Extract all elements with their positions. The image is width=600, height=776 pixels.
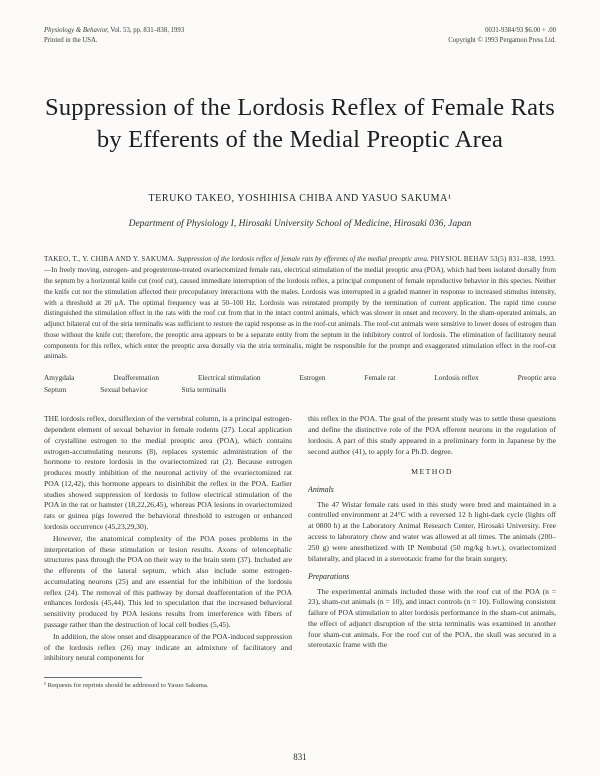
keyword: Female rat — [364, 373, 396, 383]
keyword: Deafferentation — [113, 373, 159, 383]
keyword: Preoptic area — [517, 373, 556, 383]
journal-volume: Vol. 53, pp. 831–838, 1993 — [110, 27, 185, 34]
journal-name: Physiology & Behavior, — [44, 27, 109, 34]
masthead-right — [448, 26, 556, 46]
subsection-heading-animals: Animals — [308, 485, 334, 495]
paragraph: In addition, the slow onset and disappearance of the POA-induced suppression of the lordosis reflex (26) may indicate an admixture of facilitatory and inhibitory neural components for — [44, 631, 292, 663]
keyword: Sexual behavior — [100, 385, 148, 395]
keyword: Estrogen — [299, 373, 326, 383]
abstract-text: In freely moving, estrogen- and progesterone-treated ovariectomized female rats, electrical stimulation of the medial preoptic area (POA), which had been isolated dorsally from the septum by a horizontal knife cut (roof cut), caused immediate interruption of the lordosis reflex, a principal component of female reproductive behavior in this species. Neither the knife cut nor the stimulation affected their precopulatory interactions with the males. Lordosis was interrupted in a graded manner in response to increased stimulus intensity, with a threshold at 20 μA. The optimal frequency was at 50–100 Hz. Lordosis was reinstated promptly by the termination of current application. The rapid time course distinguished the stimulation effect in the rats with the roof cut from that in the intact control animals, which was slower in onset and recovery. In the sham-operated animals, an adjunct bilateral cut of the stria terminalis was sufficient to restore the rapid response as in the roof-cut animals. The roof-cut animals were sensitive to lower doses of estrogen than those without the knife cut; therefore, the preoptic area appears to be a separate entity from the septum in the inhibitory control of lordosis. The elimination of facilitatory neural components for this reflex, which enter the preoptic area dorsally via the stria terminalis, might be responsible for the prompt and exaggerated stimulation effect in the roof-cut animals. — [44, 266, 556, 361]
paragraph: The experimental animals included those with the roof cut of the POA (n = 23), sham-cut animals (n = 10), and intact controls (n = 10). Following consistent failure of POA stimulation to alter lordosis performance in the sham-cut animals, the effect of adjunct disruption of the stria terminalis was examined in another four sham-cut animals. For the roof cut of the POA, the skull was secured in a stereotaxic frame with the — [308, 586, 556, 650]
footnote-block — [44, 677, 292, 691]
keyword: Lordosis reflex — [434, 373, 479, 383]
paragraph: THE lordosis reflex, dorsiflexion of the vertebral column, is a principal estrogen-dependent element of sexual behavior in female rodents (27). Local application of crystalline estrogen to the medial preoptic area (POA), which contains estrogen-accumulating neurons (8), replaces systemic administration of the hormone to restore lordosis in the ovariectomized rat (2). Because estrogen produces mostly inhibition of the neuronal activity of the ovariectomized rat POA (12,42), this hormone appears to disinhibit the reflex in the POA. Earlier studies showed suppression of lordosis to follow electrical stimulation of the POA in the rat or hamster (18,22,26,45), whereas POA lesions in ovariectomized rats or guinea pigs lowered the behavioral threshold to estrogen or enhanced lordosis occurrence (45,23,29,30). — [44, 414, 292, 531]
paper-title: Suppression of the Lordosis Reflex of Female Rats by Efferents of the Medial Preoptic Area — [45, 93, 555, 153]
printed-in: Printed in the USA. — [44, 36, 98, 44]
paragraph: The 47 Wistar female rats used in this study were bred and maintained in a controlled environment at 24°C with a reversed 12 h light-dark cycle (lights off at 0800 h) at the Laboratory Animal Research Center, Hirosaki University. Free access to laboratory chow and water was allowed at all times. The animals (200–250 g) were anesthetized with IP Nembutal (50 mg/kg b.wt.), ovariectomized bilaterally, and placed in a stereotaxic frame for the brain surgery. — [308, 499, 556, 563]
section-heading-method: METHOD — [411, 467, 453, 477]
abstract-citation: TAKEO, T., Y. CHIBA AND Y. SAKUMA. — [44, 255, 176, 264]
abstract-article-title: Suppression of the lordosis reflex of female rats by efferents of the medial preoptic area. — [177, 255, 429, 264]
page-number: 831 — [293, 752, 307, 762]
journal-masthead — [44, 26, 556, 46]
keywords-line-1 — [44, 373, 556, 382]
paragraph: However, the anatomical complexity of the POA poses problems in the interpretation of these stimulation or lesion results. Axons of telencephalic structures pass through the POA on their way to the brain stem (37). Included are the efferents of the lateral septum, which also include some estrogen-accumulating neurons (25) and are essential for the inhibition of the lordosis reflex (24). The removal of this pathway by dorsal deafferentation of the POA enhances lordosis (45,44). This led to speculation that the increased behavioral sensitivity produced by POA lesions results from interference with fibers of passage rather than the destruction of local cell bodies (5,45). — [44, 533, 292, 630]
footnote-rule — [44, 677, 142, 678]
body-columns — [44, 414, 556, 690]
keyword: Stria terminalis — [181, 385, 227, 395]
affiliation-line: Department of Physiology I, Hirosaki University School of Medicine, Hirosaki 036, Japan — [128, 219, 472, 230]
keywords-block — [44, 373, 556, 394]
masthead-journal-line — [44, 26, 184, 36]
masthead-left — [44, 26, 184, 46]
abstract-paragraph — [44, 254, 556, 362]
abstract-reference: PHYSIOL BEHAV 53(5) 831–838, 1993.— — [44, 255, 556, 275]
body-column-right — [308, 414, 556, 690]
keyword: Electrical stimulation — [197, 373, 261, 383]
footnote-text: ¹ Requests for reprints should be addressed to Yasuo Sakuma. — [44, 682, 209, 690]
paragraph: this reflex in the POA. The goal of the present study was to settle these questions and define the distinctive role of the POA efferent neurons in the regulation of lordosis. A part of this study appeared in a preliminary form in Japanese by the second author (41), to apply for a Ph.D. degree. — [308, 414, 556, 456]
subsection-heading-preparations: Preparations — [308, 572, 350, 582]
keyword: Amygdala — [44, 373, 75, 383]
keyword: Septum — [44, 385, 67, 395]
keywords-line-2 — [44, 385, 556, 394]
issn-price: 0031-9384/93 $6.00 + .00 — [485, 27, 556, 34]
body-column-left — [44, 414, 292, 690]
copyright-line: Copyright © 1993 Pergamon Press Ltd. — [448, 36, 556, 44]
authors-line: TERUKO TAKEO, YOSHIHISA CHIBA AND YASUO SAKUMA¹ — [148, 193, 452, 205]
